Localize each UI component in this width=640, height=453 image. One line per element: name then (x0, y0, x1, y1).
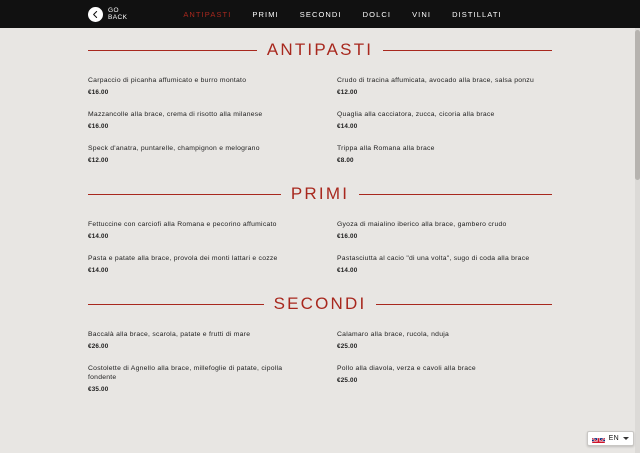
list-item[interactable] (337, 254, 552, 274)
section-title-primi: PRIMI (290, 184, 350, 203)
uk-flag-icon (592, 434, 605, 443)
go-back-line2: BACK (108, 14, 128, 21)
section-title-secondi: SECONDI (273, 294, 367, 313)
scrollbar-thumb[interactable] (635, 30, 640, 180)
language-code: EN (608, 435, 619, 442)
nav-item-dolci[interactable]: DOLCI (362, 9, 392, 19)
dish-name: Calamaro alla brace, rucola, nduja (337, 331, 450, 338)
nav-item-primi[interactable]: PRIMI (252, 9, 279, 19)
arrow-left-icon (88, 7, 103, 22)
list-item[interactable] (88, 110, 303, 130)
list-item[interactable] (88, 220, 303, 240)
list-item[interactable] (88, 76, 303, 96)
dish-name: Pollo alla diavola, verza e cavoli alla brace (337, 365, 476, 372)
dish-price: €14.00 (88, 233, 109, 240)
list-item[interactable] (88, 144, 303, 164)
menu-section-primi (88, 184, 552, 288)
list-item[interactable] (337, 364, 552, 393)
list-item[interactable] (88, 330, 303, 350)
nav-item-secondi[interactable]: SECONDI (299, 9, 342, 19)
dish-price: €16.00 (337, 233, 358, 240)
dish-price: €16.00 (88, 123, 109, 130)
list-item[interactable] (337, 110, 552, 130)
list-item[interactable] (337, 330, 552, 350)
divider-right (376, 304, 552, 305)
dish-name: Mazzancolle alla brace, crema di risotto alla milanese (88, 111, 263, 118)
dish-name: Carpaccio di picanha affumicato e burro montato (88, 77, 247, 84)
menu-section-antipasti (88, 40, 552, 178)
dish-price: €25.00 (337, 377, 358, 384)
section-title-antipasti: ANTIPASTI (266, 40, 374, 59)
dish-name: Crudo di tracina affumicata, avocado alla brace, salsa ponzu (337, 77, 534, 84)
language-selector[interactable] (587, 431, 634, 446)
go-back-label (108, 7, 127, 22)
dish-grid (88, 330, 552, 407)
list-item[interactable] (337, 144, 552, 164)
divider-left (88, 194, 281, 195)
dish-price: €8.00 (337, 157, 354, 164)
dish-grid (88, 220, 552, 288)
divider-right (359, 194, 552, 195)
vertical-scrollbar[interactable] (635, 28, 640, 453)
divider-left (88, 50, 257, 51)
section-header (88, 40, 552, 60)
dish-price: €14.00 (337, 267, 358, 274)
dish-name: Baccalà alla brace, scarola, patate e frutti di mare (88, 331, 251, 338)
list-item[interactable] (337, 220, 552, 240)
dish-price: €12.00 (337, 89, 358, 96)
list-item[interactable] (88, 364, 303, 393)
list-item[interactable] (88, 254, 303, 274)
go-back-line1: GO (108, 6, 119, 14)
divider-right (383, 50, 552, 51)
dish-grid (88, 76, 552, 178)
list-item[interactable] (337, 76, 552, 96)
dish-price: €26.00 (88, 343, 109, 350)
divider-left (88, 304, 264, 305)
dish-name: Trippa alla Romana alla brace (337, 145, 435, 152)
dish-name: Speck d'anatra, puntarelle, champignon e melograno (88, 145, 260, 152)
main-nav (183, 10, 501, 19)
nav-item-distillati[interactable]: DISTILLATI (452, 9, 502, 19)
dish-name: Quaglia alla cacciatora, zucca, cicoria alla brace (337, 111, 495, 118)
dish-name: Fettuccine con carciofi alla Romana e pecorino affumicato (88, 221, 277, 228)
chevron-down-icon (623, 437, 629, 440)
nav-item-vini[interactable]: VINI (412, 9, 432, 19)
dish-name: Costolette di Agnello alla brace, millefoglie di patate, cipolla fondente (88, 365, 283, 381)
top-navigation-bar (0, 0, 640, 28)
section-header (88, 184, 552, 204)
dish-price: €35.00 (88, 386, 109, 393)
dish-price: €12.00 (88, 157, 109, 164)
section-header (88, 294, 552, 314)
menu-section-secondi (88, 294, 552, 407)
dish-price: €25.00 (337, 343, 358, 350)
nav-item-antipasti[interactable]: ANTIPASTI (183, 9, 232, 19)
dish-name: Gyoza di maialino iberico alla brace, gambero crudo (337, 221, 507, 228)
dish-name: Pastasciutta al cacio "di una volta", sugo di coda alla brace (337, 255, 530, 262)
dish-price: €14.00 (337, 123, 358, 130)
dish-name: Pasta e patate alla brace, provola dei monti lattari e cozze (88, 255, 278, 262)
go-back-button[interactable] (88, 7, 127, 22)
dish-price: €16.00 (88, 89, 109, 96)
dish-price: €14.00 (88, 267, 109, 274)
menu-content (0, 28, 640, 453)
